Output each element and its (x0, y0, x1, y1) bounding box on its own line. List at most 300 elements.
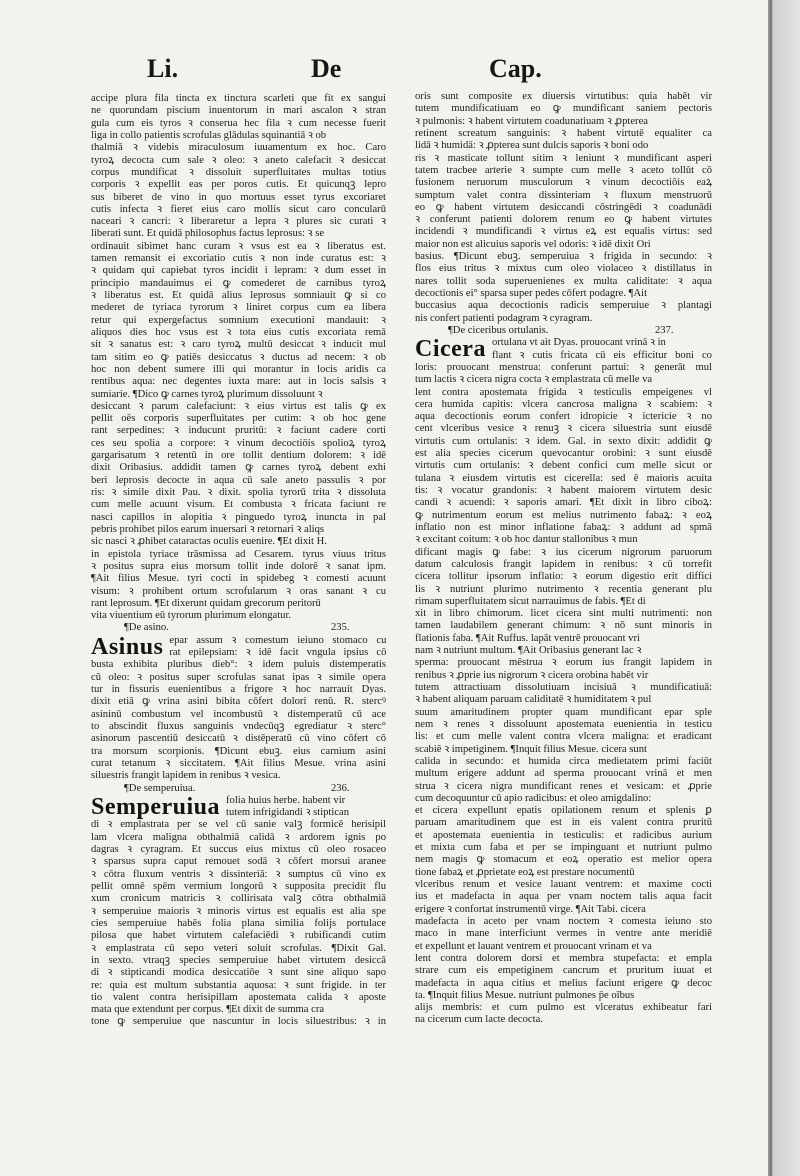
text-line-content: in sexto. vtraqꝫ species semperuiue habet virtutem desiccā (91, 954, 386, 966)
text-line-content: tra morsum scorpionis. ¶Dicunt ebuꝫ. eius carnium asini (91, 745, 386, 757)
text-line (415, 657, 712, 669)
text-line-content: incidendi ꝛ mundificandi ꝛ virtus eꝝ est equalis virtus: sed (415, 226, 712, 238)
text-line-content: retinent screatum sanguinis: ꝛ habent virtutē equaliter ca (415, 127, 712, 139)
text-line (91, 659, 386, 671)
text-line (415, 103, 712, 115)
text-line-content: epar assum ꝛ comestum ieiuno stomaco cu (169, 634, 387, 646)
opening-lines (226, 795, 386, 820)
text-line-content: cicera tollitur ipsorum inflatio: ꝛ eorum digestio erit diffici (415, 571, 712, 583)
text-line-content: tam sitim eo ꝙ patiēs desiccatus ꝛ ductus ad necem: ꝛ ob (91, 351, 386, 363)
text-line-content: dagras ꝛ cyragram. Et succus eius mixtus cū oleo rosaceo (91, 844, 386, 856)
text-line (415, 399, 712, 411)
text-line (415, 423, 712, 435)
text-line-content: di ꝛ stipticandi modica desiccatiōe ꝛ sunt sine aliquo sapo (91, 967, 386, 979)
text-line-content: tamen remansit ei excoriatio cutis ꝛ non inde curatus est: ꝛ (91, 253, 386, 265)
text-line (226, 795, 386, 807)
section-heading (91, 622, 386, 634)
text-line-content: ꝛ cōtra fluxum ventris ꝛ dissinteriā: ꝛ sumptus cū vino ex (91, 868, 386, 880)
text-line (91, 167, 386, 179)
text-line-content: scabiē ꝛ impetiginem. ¶Inquit filius Mesue. cicera sunt (415, 743, 647, 755)
text-line-content: basius. ¶Dicunt ebuꝫ. semperuiua ꝛ frigida in secundo: ꝛ (415, 251, 712, 263)
text-line (415, 620, 712, 632)
text-line (415, 497, 712, 509)
text-line (415, 879, 712, 891)
text-line (415, 534, 712, 546)
text-line (415, 547, 712, 559)
text-line (91, 721, 386, 733)
text-line (91, 105, 386, 117)
text-line (91, 438, 386, 450)
text-line-content: sperma: prouocant mēstrua ꝛ eorum ius frangit lapidem in (415, 657, 712, 669)
text-line-content: ꝛ positus supra eius morsum tollit inde dolorē ꝛ sanat ipm. (91, 560, 386, 572)
text-line-content: multum erigere addunt ad sperma prouocant vrinā et men (415, 768, 712, 780)
text-line (91, 364, 386, 376)
text-line (415, 128, 712, 140)
text-line-content: lam vlcera maligna obthalmiā calidā ꝛ ardorem ignis po (91, 831, 386, 843)
text-line (415, 116, 712, 128)
text-line-content: beri leprosis decocte in aqua cū sale aneto passulis ꝛ por (91, 474, 386, 486)
text-line-content: ꝙ nutrimentum eorum est melius nutrimento fabaꝝ: ꝛ eoꝝ (415, 509, 712, 521)
text-line (91, 893, 386, 905)
text-line-content: sus biberet de vino in quo mortuus esset tyrus excoriaret (91, 191, 386, 203)
text-line (415, 140, 712, 152)
text-line (91, 684, 386, 696)
text-line (415, 854, 712, 866)
text-line (415, 263, 712, 275)
text-line (91, 118, 386, 130)
text-line (91, 155, 386, 167)
text-line-content: ris: ꝛ simile dixit Pau. ꝛ dixit. spolia tyrorū trita ꝛ dissoluta (91, 487, 386, 498)
text-line-content: inflatio non est minor inflatione fabaꝝ: ꝛ addunt ad spmā (415, 521, 712, 533)
text-line (91, 869, 386, 881)
text-line (91, 770, 386, 782)
text-line-content: hoc non debent sumere illi qui morantur in locis aridis ca (91, 363, 386, 375)
text-line-content: ꝛ semperuiue maioris ꝛ minoris virtus est equalis est alia spe (91, 905, 386, 917)
text-line-content: tur in fissuris euenientibus a frigore ꝛ hoc narrauit Dyas. (91, 684, 386, 695)
text-line-content: ta. ¶Inquit filius Mesue. nutriunt pulmones p̄e oībus (415, 989, 635, 1001)
text-line-content: buccasius aqua decoctionis radicis semperuiue ꝛ plantagi (415, 300, 712, 312)
text-line-content: cies semperuiue habēs folia plana similia folijs portulace (91, 917, 386, 929)
text-line-content: liga in collo patientis scrofulas glādulas squinantiā ꝛ ob (91, 129, 327, 141)
text-line (492, 337, 712, 349)
text-line (415, 473, 712, 485)
text-line-content: ordinauit sibimet hanc curam ꝛ vsus est ea ꝛ liberatus est. (91, 240, 386, 252)
text-line (91, 216, 386, 228)
text-line (91, 549, 386, 561)
text-line (415, 608, 712, 620)
text-line (415, 707, 712, 719)
text-line (91, 1004, 386, 1016)
text-line (91, 733, 386, 745)
text-line (415, 830, 712, 842)
text-line (415, 313, 712, 325)
text-line (415, 571, 712, 583)
text-line (91, 746, 386, 758)
text-line (415, 842, 712, 854)
text-line (91, 278, 386, 290)
text-line (91, 992, 386, 1004)
text-line-content: visum: ꝛ prohibent ortum scrofularum ꝛ oras sanant ꝛ cu (91, 585, 386, 597)
running-head-title: De (311, 54, 342, 83)
text-line (91, 130, 386, 142)
text-line (91, 425, 386, 437)
text-line (415, 645, 712, 657)
text-line-content: cutis infecta ꝛ fieret eius caro mollis sicut caro concularū (91, 203, 386, 215)
text-line (91, 709, 386, 721)
text-line (91, 881, 386, 893)
text-line-content: ꝛ conferunt patienti dolorem renum eo ꝙ habent virtutes (415, 214, 712, 226)
left-column (91, 93, 386, 1029)
text-line (415, 953, 712, 965)
initial-word: Cicera (415, 336, 486, 363)
text-line (415, 904, 712, 916)
text-line (415, 374, 712, 386)
text-line-content: lent contra dolorem dorsi et membra stupefacta: et empla (415, 952, 712, 964)
text-line-content: cum decoquuntur cū apio radicibus: et oleo amigdalino: (415, 792, 652, 804)
section-number: 237. (655, 324, 674, 336)
text-line-content: desiccant ꝛ parum calefaciunt: ꝛ eius virtus est talis ꝙ ex (91, 400, 386, 412)
text-line-content: datum calculosis frangit lapidem in renibus: ꝛ cū torrefit (415, 558, 712, 570)
text-line-content: re: quia est multum substantia aquosa: ꝛ sunt frigide. in ter (91, 979, 386, 991)
text-line (91, 265, 386, 277)
text-line (415, 694, 712, 706)
paragraph-opening (91, 795, 386, 820)
text-line-content: lis ꝛ nutriunt plurimo nutrimento ꝛ recentia generant plu (415, 583, 712, 595)
text-line-content: renibus ꝛ ꝓprie ius nigrorum ꝛ cicera orobina habēt vir (415, 669, 649, 681)
text-line-content: dificant magis ꝙ fabe: ꝛ ius cicerum nigrorum paruorum (415, 546, 712, 558)
text-line-content: sumptum valet contra dissinteriam ꝛ fluxum menstruorū (415, 189, 712, 201)
text-line (91, 315, 386, 327)
text-line-content: tone ꝙ semperuiue que nascuntur in locis siluestribus: ꝛ in (91, 1016, 386, 1028)
text-line (91, 696, 386, 708)
text-line (415, 448, 712, 460)
text-line-content: calida in secundo: et humida circa medietatem primi faciūt (415, 755, 712, 767)
text-line (91, 524, 386, 536)
text-line (415, 91, 712, 103)
text-line-content: cent vlceribus vesice ꝛ renuꝫ ꝛ cicera siluestria sunt eiusdē (415, 423, 712, 435)
text-line (91, 906, 386, 918)
text-line (91, 389, 386, 401)
text-line-content: vita viuentium eū tyrorum plurimum elongatur. (91, 610, 292, 622)
text-line (415, 793, 712, 805)
text-line (91, 475, 386, 487)
text-line (169, 647, 386, 659)
text-line-content: tatem tracbee arterie ꝛ sumpte cum melle ꝛ aceto tollūt cō (415, 164, 712, 176)
text-line-content: est alia species cicerum quevocantur orobini: ꝛ sunt eiusdē (415, 448, 712, 460)
text-line-content: virtutis cum ortulanis: ꝛ debent confici cum melle sicut or (415, 460, 712, 472)
page-edge-shadow (768, 0, 800, 1176)
text-line-content: principio mandauimus ei ꝙ comederet de carnibus tyroꝝ (91, 277, 386, 289)
text-line (91, 302, 386, 314)
text-line (415, 990, 712, 1002)
text-line (91, 376, 386, 388)
text-line-content: ꝛ liberatus est. Et quidā alius leprosus somniauit ꝙ si co (91, 290, 386, 301)
text-line (91, 512, 386, 524)
text-line-content: sumiarie. ¶Dico ꝙ carnes tyroꝝ plurimum dissoluunt ꝛ (91, 388, 323, 400)
text-line-content: ne quorundam piscium inuentorum in mari ascalon ꝛ stran (91, 105, 386, 117)
text-line (91, 241, 386, 253)
section-title: ¶De ciceribus ortulanis. (448, 324, 549, 336)
text-line-content: to abscindit fluxus sanguinis vndecūqꝫ egrediatur ꝛ sterc° (91, 720, 386, 732)
text-line-content: ris ꝛ masticate tollunt sitim ꝛ leniunt ꝛ mundificant asperi (415, 152, 712, 164)
section-number: 236. (331, 782, 350, 794)
text-line (415, 756, 712, 768)
text-line-content: suum amaritudinem propter quam mundificant epar sple (415, 706, 712, 718)
running-head-book: Li. (147, 54, 179, 83)
section-heading (415, 325, 712, 337)
text-line (91, 413, 386, 425)
text-line-content: tum lactis ꝛ cicera nigra cocta ꝛ emplastrata cū melle va (415, 374, 653, 386)
text-line-content: madefacta in aceto per vnam noctem ꝛ comesta ieiuno sto (415, 915, 712, 927)
text-line-content: corpus mundificat ꝛ dissoluit superfluitates multas totius (91, 166, 386, 178)
text-line-content: tyroꝝ decocta cum sale ꝛ oleo: ꝛ aneto calefacit ꝛ desiccat (91, 154, 386, 166)
text-line (91, 339, 386, 351)
text-line (415, 522, 712, 534)
text-line-content: tio valent contra herisipillam apostemata calida ꝛ aposte (91, 991, 386, 1003)
text-line (91, 598, 386, 610)
text-line-content: gargarisatum ꝛ retentū in ore tollit dentium dolorem: ꝛ idē (91, 450, 386, 462)
text-line-content: nem ꝛ renes ꝛ dissoluunt apostemata euenientia in testicu (415, 718, 712, 730)
text-line-content: dixit etiā ꝙ vrina asini bibita cōfert dolori renū. R. stercꝰ (91, 696, 386, 708)
text-line-content: virtutis cum ortulanis: ꝛ idem. Gal. in sexto dixit: addidit ꝙ (415, 435, 712, 447)
text-line (91, 228, 386, 240)
running-head-chapter: Cap. (489, 54, 542, 83)
text-line (415, 226, 712, 238)
text-line (91, 930, 386, 942)
text-line-content: erigere ꝛ confortat instrumentū virge. ¶Ait Tabi. cicera (415, 903, 646, 915)
text-line-content: thalmiā ꝛ videbis miraculosum iuuamentum ex hoc. Caro (91, 142, 386, 154)
text-line-content: et apostemata euenientia in testiculis: et radicibus aurium (415, 829, 712, 841)
right-column (415, 91, 712, 1027)
text-line-content: ¶Ait filius Mesue. tyri cocti in spidebeg ꝛ comesti acuunt (91, 573, 386, 585)
text-line (415, 867, 712, 879)
text-line-content: candi ꝛ acuendi: ꝛ saporis amari. ¶Et dixit in libro ciboꝝ: (415, 497, 712, 509)
text-line-content: ꝛ sparsus supra caput remouet sodā ꝛ cōfert morsui aranee (91, 856, 386, 868)
text-line (415, 276, 712, 288)
text-line-content: fusionem neruorum musculorum ꝛ vinum decoctiōis eaꝝ (415, 177, 712, 189)
text-line-content: decoctionis ei° sparsa super pedes cōfert podagre. ¶Ait (415, 288, 648, 299)
text-line-content: asininū combustum vel incombustū ꝛ distemperatū cū ace (91, 708, 386, 720)
text-line-content: rant serpedines: ꝛ inducunt pruritū: ꝛ faciunt cadere corti (91, 425, 386, 437)
text-line-content: aliquos dies hoc vsus est ꝛ tota eius cutis excoriata remā (91, 326, 386, 338)
text-line-content: ortulana vt ait Dyas. prouocant vrinā ꝛ in (491, 337, 666, 349)
text-line (415, 744, 712, 756)
text-line (91, 832, 386, 844)
text-line (415, 670, 712, 682)
text-line (415, 978, 712, 990)
text-line-content: siluestris frangit lapidem in renibus ꝛ vesica. (91, 770, 281, 782)
text-line-content: aqua decoctionis eorum confert idropicie ꝛ ictericie ꝛ no (415, 411, 712, 423)
text-line-content: sic nasci ꝛ ꝓhibet cataractas oculis euenire. ¶Et dixit H. (91, 536, 327, 548)
text-line (415, 965, 712, 977)
text-line-content: eo ꝙ habent virtutem desiccandi cōstringēdi ꝛ coadunādi (415, 201, 712, 213)
text-line-content: pebris prohibet pilos earum inuersari ꝛ retornari ꝛ aliqs (91, 523, 325, 535)
text-line (91, 955, 386, 967)
text-line-content: strare cum eis empetiginem cancrum et pruritum iuuat et (415, 965, 712, 977)
text-line-content: cera humida capitis: vlcera cancrosa maligna ꝛ scabiem: ꝛ (415, 398, 712, 410)
text-line-content: nasci capillos in alopitia ꝛ pinguedo tyroꝝ inuncta in pal (91, 511, 386, 523)
text-line (415, 596, 712, 608)
text-line-content: busta exhibita pluribus dieb°: ꝛ idem puluis distemperatis (91, 659, 386, 671)
text-line-content: nares tollit soda superuenienes ex multa caliditate: ꝛ aqua (415, 275, 712, 287)
initial-word: Asinus (91, 633, 164, 660)
text-line-content: in epistola tyriace trāsmissa ad Cesarem. tyrus viuus tritus (91, 548, 386, 560)
text-line (415, 781, 712, 793)
text-line-content: madefacta in aqua citius et melius faciunt erigere ꝙ decoc (415, 977, 712, 989)
text-line (415, 387, 712, 399)
section-number: 235. (331, 622, 350, 634)
text-line-content: et expellunt et lauant ventrem et prouocant vrinam et va (415, 940, 652, 952)
section-title: ¶De semperuiua. (124, 782, 196, 794)
text-line-content: alijs membris: et cum pulmo est vlceratus exhibeatur fari (415, 1002, 712, 1014)
text-line-content: ces seu spolia a corpore: ꝛ vinum decoctiōis spolioꝝ tyroꝝ (91, 437, 386, 449)
text-line (91, 980, 386, 992)
text-line (91, 401, 386, 413)
text-line-content: curat tetanum ꝛ siccitatem. ¶Ait filius Mesue. vrina asini (91, 757, 386, 769)
text-line (91, 192, 386, 204)
text-line (415, 190, 712, 202)
text-line (91, 943, 386, 955)
text-line-content: strua ꝛ cicera nigra mundificant renes et vesicam: et ꝓprie (415, 780, 712, 792)
text-line-content: dixit Oribasius. addidit tamen ꝙ carnes tyroꝝ debent exhi (91, 462, 386, 474)
text-line (415, 177, 712, 189)
text-line-content: pellit oēs corporis superfluitates per cutim: ꝛ ob hoc gene (91, 413, 386, 425)
text-line (226, 807, 386, 819)
text-line (91, 499, 386, 511)
text-line-content: folia huius herbe. habent vir (226, 794, 346, 806)
text-line-content: tutem mundificatiuam eo ꝙ mundificant saniem pectoris (415, 103, 712, 115)
text-line-content: et cicera expellunt epatis opilationem renum et splenis ꝑ (415, 805, 712, 817)
text-line (415, 239, 712, 251)
text-line (415, 288, 712, 300)
text-line-content: mederet de tyriaca tyrorum ꝛ liniret corpus cum ea libera (91, 302, 386, 314)
text-line-content: lent contra apostemata frigida ꝛ testiculis empeigenes vl (415, 386, 712, 398)
text-line-content: rimam superfluitatem sicut narrauimus de fabis. ¶Et di (415, 595, 646, 607)
text-line (415, 202, 712, 214)
text-line-content: na cicerum cum lacte decocta. (415, 1014, 543, 1026)
text-line-content: sit ꝛ sanatus est: ꝛ caro tyroꝝ multū desiccat ꝛ inducit mul (91, 339, 386, 351)
text-line (415, 633, 712, 645)
text-line-content: vlceribus renum et vesice lauant ventrem: et maxime cocti (415, 879, 712, 890)
paragraph-opening (415, 337, 712, 362)
text-line (415, 510, 712, 522)
text-line (415, 768, 712, 780)
text-line-content: rat epilepsiam: ꝛ idē facit vngula ipsius cō (169, 647, 387, 659)
text-line (91, 462, 386, 474)
text-line-content: flationis faba. ¶Ait Ruffus. lapāt ventrē prouocant vri (415, 632, 640, 644)
text-line (91, 290, 386, 302)
text-line (415, 1002, 712, 1014)
text-line (415, 941, 712, 953)
text-line-content: tis: ꝛ vocatur grandonis: ꝛ habent maiorem virtutem desic (415, 485, 712, 496)
text-line-content: tione fabaꝝ et ꝓprietate eoꝝ est prestare nocumentū (415, 866, 635, 878)
text-line (415, 584, 712, 596)
text-line-content: nem magis ꝙ stomacum et eoꝝ operatio est melior opera (415, 854, 712, 866)
text-line-content: tutem infrigidandi ꝛ stiptican (226, 807, 350, 819)
text-line-content: mata que extendunt per corpus. ¶Et dixit de summa cra (91, 1004, 325, 1016)
text-line-content: naceari ꝛ cancri: ꝛ liberaretur a lepra ꝛ plures sic curati ꝛ (91, 216, 386, 228)
text-line-content: xit in libro chimorum. licet cicera sint multi nutrimenti: non (415, 608, 712, 620)
text-line (91, 1016, 386, 1028)
text-line (415, 411, 712, 423)
text-line (415, 817, 712, 829)
paragraph-opening (91, 635, 386, 660)
text-line-content: pellit omnē spēm vermium longorū ꝛ supposita precidit flu (91, 881, 386, 892)
text-line (91, 450, 386, 462)
text-line-content: asinorum pascentiū desiccatū ꝛ distēperatū cū vino cōfert cō (91, 733, 386, 745)
text-line (91, 179, 386, 191)
text-line (91, 672, 386, 684)
text-line (91, 610, 386, 622)
text-line-content: di ꝛ emplastrata per se vel cū sanie valꝫ formicē herisipil (91, 819, 386, 831)
text-line (169, 635, 386, 647)
text-line (415, 300, 712, 312)
text-line (91, 561, 386, 573)
text-line (415, 362, 712, 374)
text-line (91, 253, 386, 265)
text-line-content: liberati sunt. Et quidā philosophus factus leprosus: ꝛ se (91, 228, 325, 240)
text-line (415, 805, 712, 817)
text-line (415, 916, 712, 928)
text-line (415, 153, 712, 165)
text-line (91, 967, 386, 979)
text-line (415, 460, 712, 472)
text-line-content: ꝛ emplastrata cū sepo veteri soluit scrofulas. ¶Dixit Gal. (91, 942, 386, 954)
text-line (415, 251, 712, 263)
opening-lines (492, 337, 712, 362)
text-line (91, 918, 386, 930)
text-line-content: cū oleo: ꝛ positus super scrofulas sanat ipas ꝛ simile opera (91, 671, 386, 683)
text-line (91, 536, 386, 548)
text-line (91, 93, 386, 105)
text-line (415, 719, 712, 731)
section-heading (91, 783, 386, 795)
text-line-content: ꝛ pulmonis: ꝛ habent virtutem coadunatiuam ꝛ ꝓpterea (415, 115, 648, 127)
text-line (91, 327, 386, 339)
text-line (91, 586, 386, 598)
text-line (91, 573, 386, 585)
text-line (91, 844, 386, 856)
text-line (415, 682, 712, 694)
text-line (91, 142, 386, 154)
opening-lines (169, 635, 386, 660)
text-line (415, 1014, 712, 1026)
text-line (415, 731, 712, 743)
text-line-content: flos eius tritus ꝛ mixtus cum oleo violaceo ꝛ distillatus in (415, 263, 712, 275)
text-line-content: gula cum eis tyros ꝛ conserua hec fila ꝛ cum necesse fuerit (91, 117, 386, 129)
text-line (415, 559, 712, 571)
text-line-content: xum cronicum matricis ꝛ collirisata valꝫ cōtra obthalmiā (91, 893, 386, 905)
text-line-content: corporis ꝛ expellit eas per poros cutis. Et quicunqꝫ lepro (91, 179, 386, 191)
text-line (91, 819, 386, 831)
text-line-content: loris: prouocant menstrua: conferunt partui: ꝛ generāt mul (415, 361, 712, 373)
text-line (91, 487, 386, 499)
text-line-content: accipe plura fila tincta ex tinctura scarleti que fit ex sangui (91, 93, 386, 104)
text-line (91, 758, 386, 770)
text-line (415, 928, 712, 940)
text-line (415, 891, 712, 903)
text-line-content: lis: et cum melle valent contra vlcera maligna: et eradicant (415, 731, 712, 743)
text-line-content: ꝛ habent aliquam paruam caliditatē ꝛ humiditatem ꝛ pul (415, 694, 652, 706)
text-line-content: tulana ꝛ eiusdem virtutis est cicerella: sed ē maioris acuita (415, 472, 712, 484)
section-title: ¶De asino. (124, 622, 169, 634)
text-line-content: retur qui expergefactus somnium executioni mandauit: ꝛ (91, 314, 386, 326)
text-line-content: ꝛ excitant coitum: ꝛ ob hoc dantur stallonibus ꝛ mun (415, 534, 638, 546)
text-line-content: flant ꝛ cutis fricata cū eis efficitur boni co (491, 349, 712, 361)
text-line-content: ꝛ quidam qui capiebat tyros incidit i lepram: ꝛ dum esset in (91, 265, 386, 277)
text-line-content: rentibus aqua: nec degentes iuxta mare: aut in locis salsis ꝛ (91, 376, 386, 388)
text-line-content: nam ꝛ nutriunt multum. ¶Ait Oribasius generant lac ꝛ (415, 645, 642, 657)
